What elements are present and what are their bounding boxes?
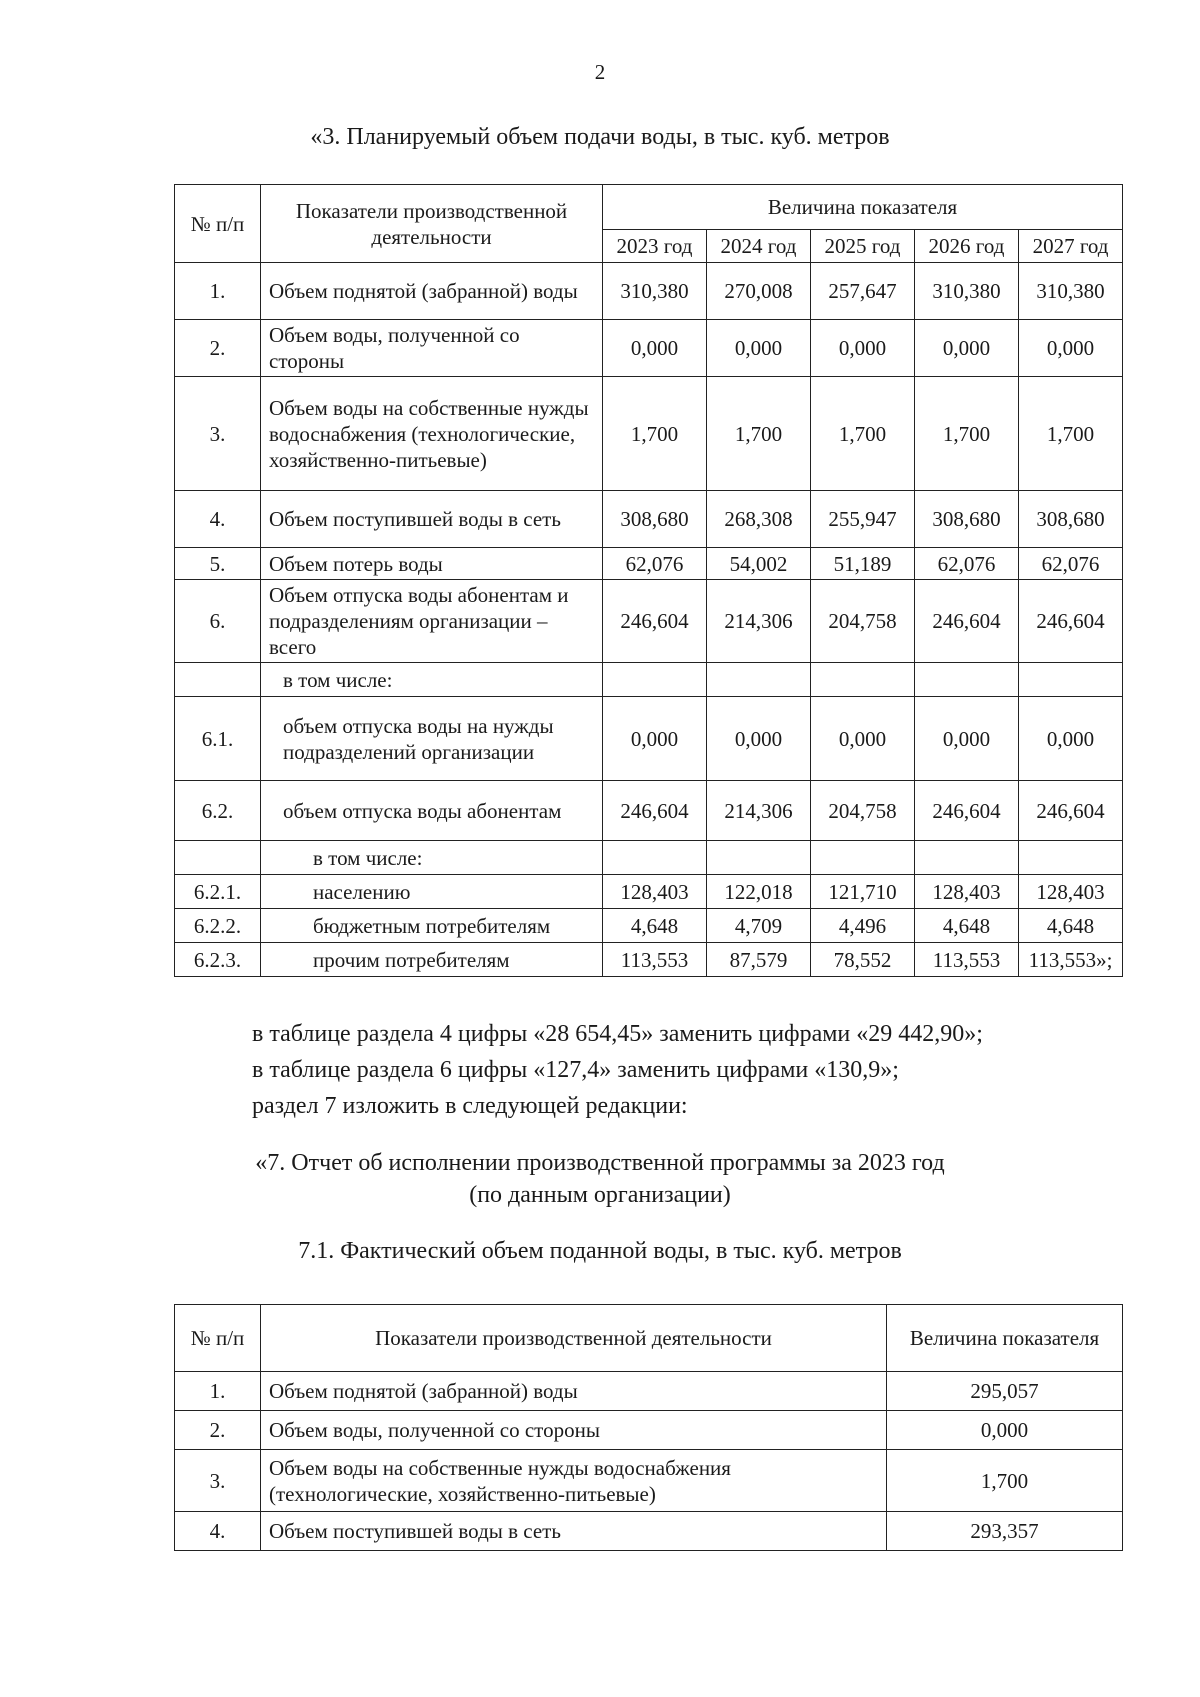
indicator-value: 293,357	[887, 1512, 1123, 1551]
indicator-value: 62,076	[1019, 548, 1123, 580]
header-year: 2027 год	[1019, 230, 1123, 263]
indicator-name: Объем поднятой (забранной) воды	[261, 263, 603, 320]
header-indicator: Показатели производственной деятельности	[261, 185, 603, 263]
table-row	[175, 1512, 1123, 1551]
indicator-value: 1,700	[603, 377, 707, 491]
row-number: 6.2.3.	[175, 943, 261, 977]
indicator-value: 1,700	[811, 377, 915, 491]
indicator-value: 113,553	[603, 943, 707, 977]
indicator-value: 255,947	[811, 491, 915, 548]
indicator-name: объем отпуска воды на нужды подразделений организации	[261, 697, 603, 781]
indicator-value: 246,604	[603, 781, 707, 841]
indicator-name: Объем потерь воды	[261, 548, 603, 580]
table-row	[175, 377, 1123, 491]
row-number	[175, 663, 261, 697]
indicator-value: 270,008	[707, 263, 811, 320]
header-year: 2026 год	[915, 230, 1019, 263]
row-number: 6.2.1.	[175, 875, 261, 909]
indicator-name: населению	[261, 875, 603, 909]
indicator-value: 0,000	[603, 697, 707, 781]
row-number: 6.2.2.	[175, 909, 261, 943]
indicator-value: 128,403	[915, 875, 1019, 909]
indicator-value: 0,000	[915, 697, 1019, 781]
indicator-value: 295,057	[887, 1372, 1123, 1411]
indicator-name: Объем воды, полученной со стороны	[261, 320, 603, 377]
table-row	[175, 909, 1123, 943]
table-row	[175, 663, 1123, 697]
indicator-value: 0,000	[915, 320, 1019, 377]
row-number: 4.	[175, 1512, 261, 1551]
indicator-value	[1019, 663, 1123, 697]
indicator-name: Объем воды на собственные нужды водоснабжения (технологические, хозяйственно-питьевые)	[261, 1450, 887, 1512]
table-row	[175, 943, 1123, 977]
indicator-name: Объем поднятой (забранной) воды	[261, 1372, 887, 1411]
header-year: 2025 год	[811, 230, 915, 263]
indicator-name: бюджетным потребителям	[261, 909, 603, 943]
note-line: раздел 7 изложить в следующей редакции:	[252, 1093, 688, 1119]
indicator-value: 51,189	[811, 548, 915, 580]
indicator-value: 4,709	[707, 909, 811, 943]
indicator-value	[603, 841, 707, 875]
amendment-notes	[252, 1016, 983, 1124]
note-line: в таблице раздела 6 цифры «127,4» заменить цифрами «130,9»;	[252, 1057, 899, 1083]
indicator-value: 310,380	[915, 263, 1019, 320]
indicator-value: 87,579	[707, 943, 811, 977]
indicator-value: 62,076	[603, 548, 707, 580]
indicator-value: 0,000	[811, 697, 915, 781]
row-number: 3.	[175, 377, 261, 491]
indicator-value: 54,002	[707, 548, 811, 580]
indicator-value: 0,000	[887, 1411, 1123, 1450]
indicator-value: 214,306	[707, 580, 811, 663]
table-row	[175, 580, 1123, 663]
row-number: 6.2.	[175, 781, 261, 841]
indicator-value: 78,552	[811, 943, 915, 977]
row-number: 5.	[175, 548, 261, 580]
row-number: 4.	[175, 491, 261, 548]
row-number: 1.	[175, 1372, 261, 1411]
table-row	[175, 697, 1123, 781]
row-number	[175, 841, 261, 875]
indicator-value: 214,306	[707, 781, 811, 841]
row-number: 1.	[175, 263, 261, 320]
table-row	[175, 548, 1123, 580]
header-num: № п/п	[175, 1305, 261, 1372]
actual-water-supply-table	[174, 1304, 1123, 1551]
indicator-value: 1,700	[887, 1450, 1123, 1512]
indicator-name: Объем воды, полученной со стороны	[261, 1411, 887, 1450]
indicator-value: 246,604	[915, 781, 1019, 841]
row-number: 2.	[175, 320, 261, 377]
section-7-title: «7. Отчет об исполнении производственной программы за 2023 год	[255, 1150, 945, 1176]
row-number: 2.	[175, 1411, 261, 1450]
indicator-value: 122,018	[707, 875, 811, 909]
indicator-value: 246,604	[603, 580, 707, 663]
indicator-value	[915, 663, 1019, 697]
header-num: № п/п	[175, 185, 261, 263]
header-indicator: Показатели производственной деятельности	[261, 1305, 887, 1372]
indicator-value	[707, 663, 811, 697]
page-number: 2	[594, 60, 606, 84]
section-7-title-sub: (по данным организации)	[469, 1182, 731, 1208]
indicator-value: 128,403	[603, 875, 707, 909]
note-line: в таблице раздела 4 цифры «28 654,45» заменить цифрами «29 442,90»;	[252, 1021, 983, 1047]
indicator-value: 0,000	[1019, 697, 1123, 781]
indicator-name: объем отпуска воды абонентам	[261, 781, 603, 841]
header-value: Величина показателя	[887, 1305, 1123, 1372]
section-3-title: «3. Планируемый объем подачи воды, в тыс. куб. метров	[310, 124, 890, 150]
indicator-value: 113,553»;	[1019, 943, 1123, 977]
indicator-name: Объем отпуска воды абонентам и подразделениям организации – всего	[261, 580, 603, 663]
row-number: 6.1.	[175, 697, 261, 781]
indicator-value: 0,000	[707, 697, 811, 781]
indicator-value	[811, 841, 915, 875]
header-year: 2023 год	[603, 230, 707, 263]
indicator-value: 257,647	[811, 263, 915, 320]
indicator-value: 128,403	[1019, 875, 1123, 909]
table-row	[175, 841, 1123, 875]
indicator-name: Объем поступившей воды в сеть	[261, 491, 603, 548]
indicator-value: 4,648	[603, 909, 707, 943]
indicator-value	[707, 841, 811, 875]
indicator-value: 1,700	[915, 377, 1019, 491]
indicator-value: 4,496	[811, 909, 915, 943]
table-row	[175, 320, 1123, 377]
header-value: Величина показателя	[603, 185, 1123, 230]
indicator-value: 246,604	[1019, 580, 1123, 663]
indicator-value: 113,553	[915, 943, 1019, 977]
indicator-value: 4,648	[915, 909, 1019, 943]
table-row	[175, 1372, 1123, 1411]
row-number: 6.	[175, 580, 261, 663]
indicator-value: 0,000	[603, 320, 707, 377]
indicator-value: 204,758	[811, 781, 915, 841]
indicator-value: 204,758	[811, 580, 915, 663]
indicator-value	[915, 841, 1019, 875]
header-year: 2024 год	[707, 230, 811, 263]
indicator-value	[1019, 841, 1123, 875]
indicator-value: 0,000	[707, 320, 811, 377]
table-row	[175, 1411, 1123, 1450]
section-7-1-title: 7.1. Фактический объем поданной воды, в тыс. куб. метров	[298, 1238, 902, 1264]
indicator-value: 121,710	[811, 875, 915, 909]
indicator-value: 0,000	[811, 320, 915, 377]
indicator-name: в том числе:	[261, 663, 603, 697]
indicator-value: 1,700	[707, 377, 811, 491]
indicator-value: 4,648	[1019, 909, 1123, 943]
table-row	[175, 781, 1123, 841]
indicator-value	[603, 663, 707, 697]
indicator-value: 1,700	[1019, 377, 1123, 491]
indicator-value: 310,380	[603, 263, 707, 320]
indicator-value: 308,680	[915, 491, 1019, 548]
indicator-value: 268,308	[707, 491, 811, 548]
row-number: 3.	[175, 1450, 261, 1512]
indicator-value: 308,680	[603, 491, 707, 548]
planned-water-supply-table	[174, 184, 1123, 977]
indicator-value: 62,076	[915, 548, 1019, 580]
indicator-name: прочим потребителям	[261, 943, 603, 977]
table-row	[175, 263, 1123, 320]
table-row	[175, 1450, 1123, 1512]
table-row	[175, 875, 1123, 909]
indicator-value: 0,000	[1019, 320, 1123, 377]
indicator-value: 246,604	[1019, 781, 1123, 841]
indicator-value: 308,680	[1019, 491, 1123, 548]
indicator-name: Объем поступившей воды в сеть	[261, 1512, 887, 1551]
indicator-value: 246,604	[915, 580, 1019, 663]
indicator-value: 310,380	[1019, 263, 1123, 320]
indicator-value	[811, 663, 915, 697]
indicator-name: Объем воды на собственные нужды водоснабжения (технологические, хозяйственно-питьевые)	[261, 377, 603, 491]
table-row	[175, 491, 1123, 548]
indicator-name: в том числе:	[261, 841, 603, 875]
